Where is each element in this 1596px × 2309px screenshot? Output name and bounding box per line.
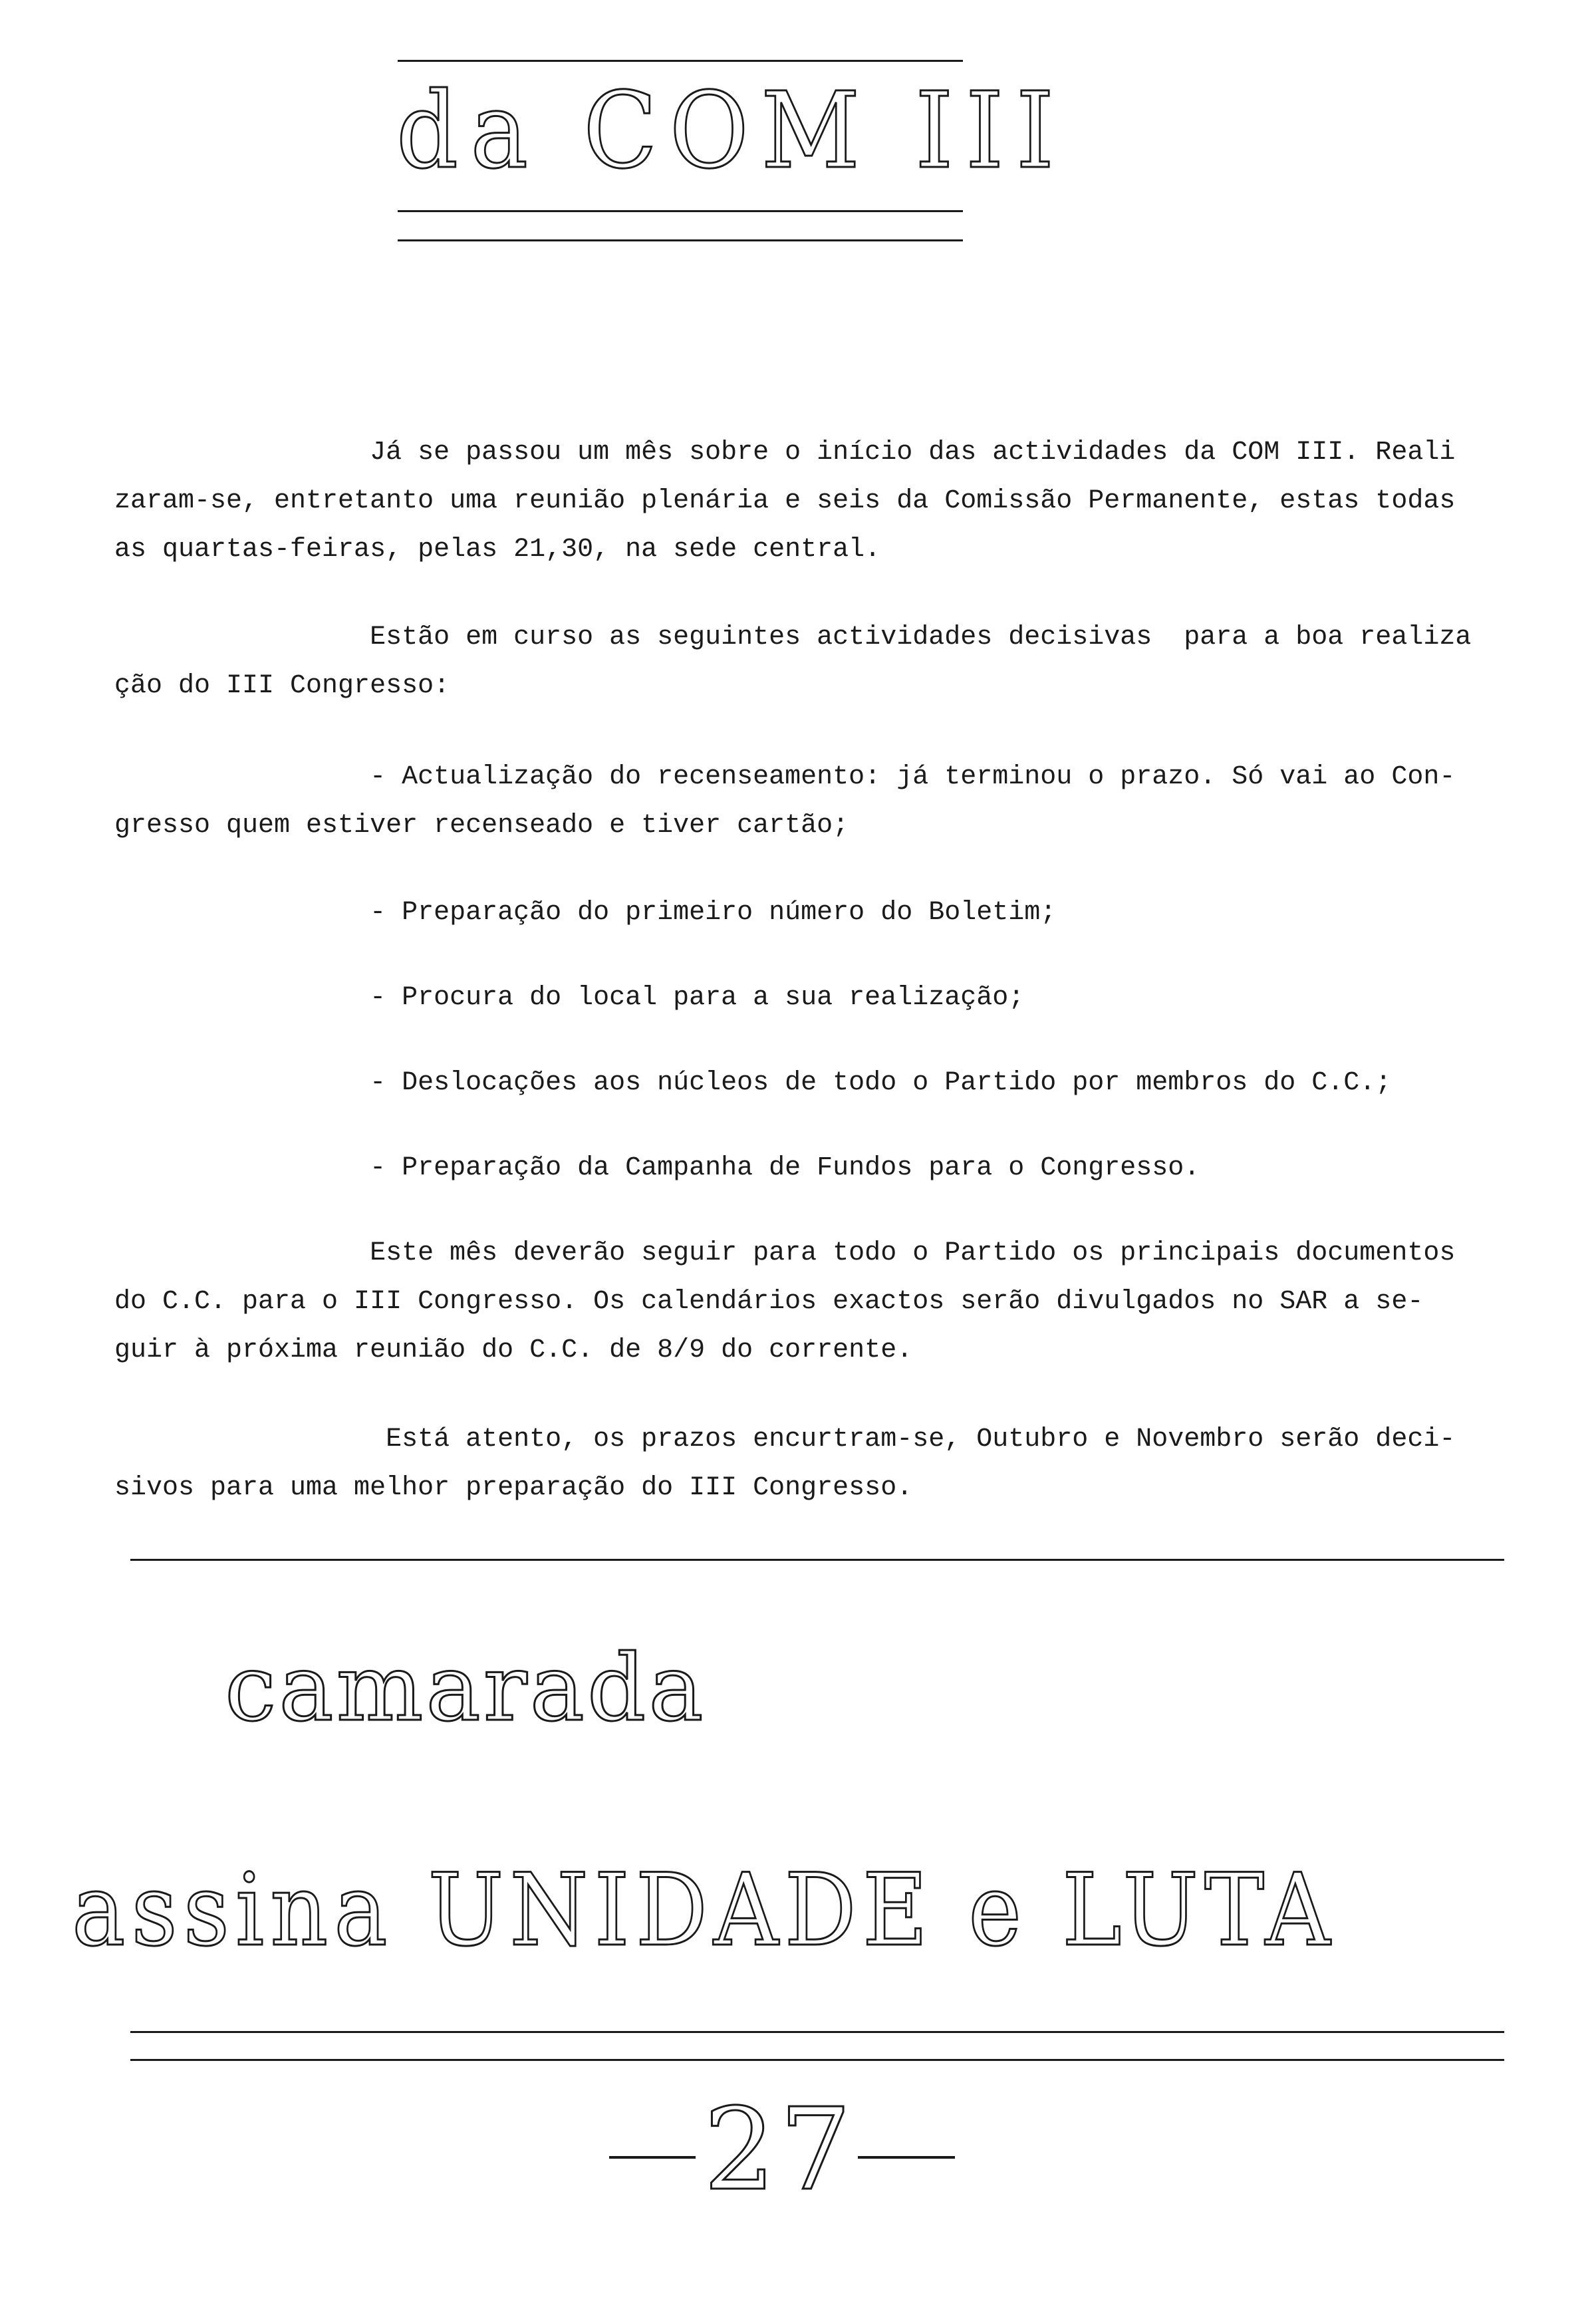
- section-divider: [130, 1559, 1504, 1561]
- header-rule-mid: [398, 210, 963, 212]
- footer-rule-top: [130, 2031, 1504, 2033]
- body-text: [114, 1318, 1518, 1609]
- page-number-dash-left: [609, 2156, 696, 2159]
- page-number: 27: [704, 2084, 856, 2216]
- paragraph-2: Estão em curso as seguintes actividades decisivas para a boa realiza ção do III Congresso:: [114, 622, 1472, 701]
- slogan-heading: assina UNIDADE e LUTA: [72, 1853, 1337, 1969]
- list-item: - Preparação da Campanha de Fundos para o Congresso.: [114, 1153, 1200, 1183]
- page-title: da COM III: [396, 70, 1067, 192]
- page-number-dash-right: [858, 2156, 955, 2159]
- paragraph-3: Este mês deverão seguir para todo o Partido os principais documentos do C.C. para o III Congresso. Os calendários exactos serão divulgados no SAR a se- guir à próxima reunião do C.C. de 8/9 do corrente.: [114, 1238, 1456, 1365]
- footer-rule-bottom: [130, 2059, 1504, 2061]
- list-item: - Preparação do primeiro número do Boletim;: [114, 898, 1057, 928]
- header-rule-bottom: [398, 239, 963, 241]
- paragraph-1: Já se passou um mês sobre o início das actividades da COM III. Reali zaram-se, entretanto uma reunião plenária e seis da Comissão Permanente, estas todas as quartas-feiras, pelas 21,30, na sede central.: [114, 438, 1456, 565]
- paragraph-4: Está atento, os prazos encurtram-se, Outubro e Novembro serão deci- sivos para uma melhor preparação do III Congresso.: [114, 1425, 1456, 1503]
- list-item: - Actualização do recenseamento: já terminou o prazo. Só vai ao Con- gresso quem estiver recenseado e tiver cartão;: [114, 762, 1456, 841]
- camarada-heading: camarada: [225, 1635, 706, 1742]
- header-rule-top: [398, 60, 963, 62]
- list-item: - Deslocações aos núcleos de todo o Partido por membros do C.C.;: [114, 1068, 1392, 1098]
- list-item: - Procura do local para a sua realização;: [114, 983, 1025, 1013]
